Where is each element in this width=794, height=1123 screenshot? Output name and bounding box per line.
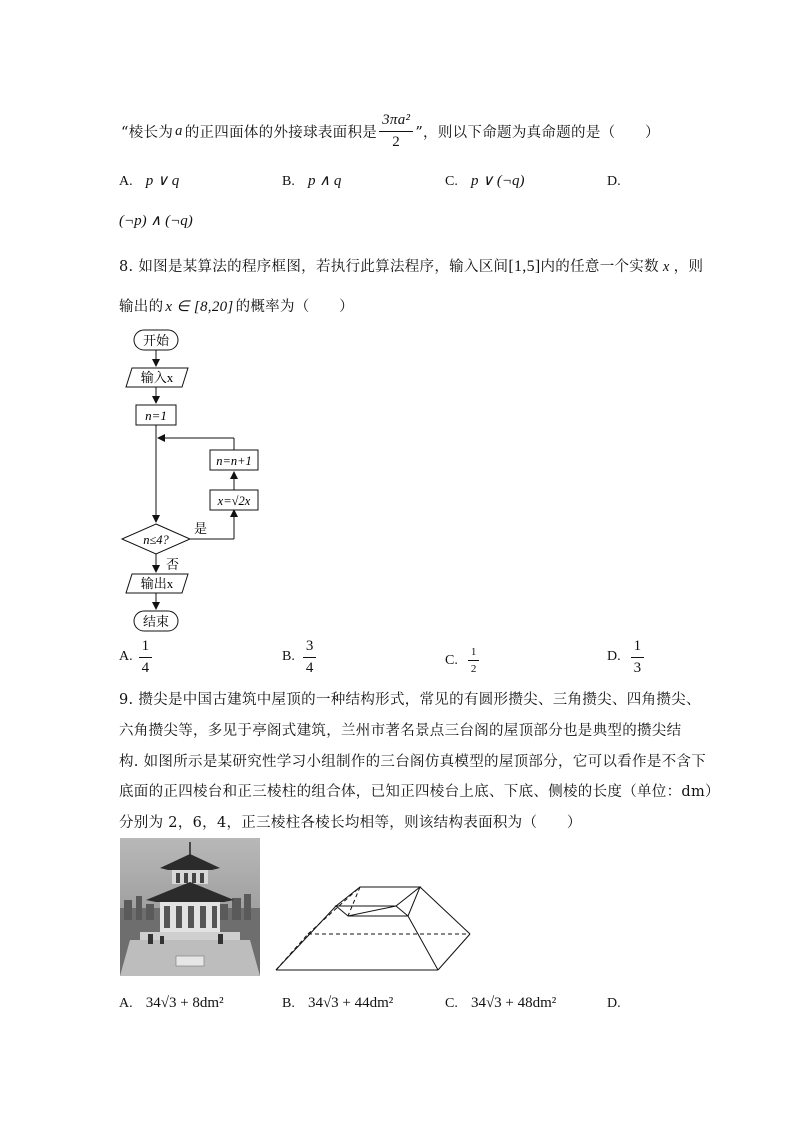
- q7-option-d-text: (¬p) ∧ (¬q): [119, 213, 193, 229]
- q7-stem-post: ”，则以下命题为真命题的是（ ）: [415, 124, 660, 141]
- q7-stem-pre: “棱长为: [121, 124, 174, 141]
- flow-output-label: 输出x: [140, 576, 174, 591]
- q7-frac-den: 2: [392, 133, 401, 150]
- flow-cond-label: n≤4?: [143, 533, 169, 547]
- q8-option-a[interactable]: A. $\frac{1}{4}$: [119, 638, 154, 676]
- q7-option-b[interactable]: B. p ∧ q: [282, 173, 342, 189]
- flow-assign-label: x=√2x: [217, 494, 251, 508]
- flow-input-label: 输入x: [140, 370, 174, 385]
- q9-option-a[interactable]: A. 34√3 + 8dm²: [119, 995, 224, 1011]
- q8-option-c[interactable]: C. $\frac{1}{2}$: [445, 646, 481, 675]
- q7-stem-mid: 的正四面体的外接球表面积是: [184, 124, 378, 141]
- q9-line-2: 六角攒尖等，多见于亭阁式建筑，兰州市著名景点三台阁的屋顶部分也是典型的攒尖结: [119, 723, 682, 739]
- q8-stem-line2: 输出的 x ∈ [8,20] 的概率为（ ）: [119, 299, 354, 315]
- roof-geometry-figure: [270, 882, 480, 974]
- q9-line-1: 9. 攒尖是中国古建筑中屋顶的一种结构形式，常见的有圆形攒尖、三角攒尖、四角攒尖、: [119, 692, 701, 708]
- flow-init-label: n=1: [145, 408, 167, 423]
- flow-yes-label: 是: [194, 521, 208, 536]
- flow-update-label: n=n+1: [216, 454, 252, 468]
- q8-option-d[interactable]: D. $\frac{1}{3}$: [607, 638, 646, 676]
- q9-option-c[interactable]: C. 34√3 + 48dm²: [445, 995, 557, 1011]
- flow-start-label: 开始: [142, 333, 170, 348]
- q7-stem: [121, 112, 660, 150]
- q7-fraction: [379, 112, 413, 150]
- flow-end-label: 结束: [142, 614, 170, 629]
- q7-frac-num: 3πa²: [379, 112, 413, 132]
- q7-stem-var: a: [175, 122, 183, 139]
- flow-no-label: 否: [166, 557, 180, 572]
- q8-option-b[interactable]: B. $\frac{3}{4}$: [282, 638, 318, 676]
- q8-stem-line1: 8. 如图是某算法的程序框图，若执行此算法程序，输入区间[1,5]内的任意一个实数 x ，则: [119, 258, 704, 275]
- pavilion-photo: [120, 838, 260, 976]
- q7-option-a[interactable]: A. p ∨ q: [119, 173, 180, 189]
- q7-option-d[interactable]: D.: [607, 174, 621, 189]
- q9-option-d[interactable]: D.: [607, 996, 621, 1011]
- q9-line-3: 构. 如图所示是某研究性学习小组制作的三台阁仿真模型的屋顶部分，它可以看作是不含下: [119, 754, 707, 770]
- q9-option-b[interactable]: B. 34√3 + 44dm²: [282, 995, 394, 1011]
- q9-line-5: 分别为 2，6，4，正三棱柱各棱长均相等，则该结构表面积为（ ）: [119, 815, 582, 831]
- q7-option-c[interactable]: C. p ∨ (¬q): [445, 173, 525, 189]
- q9-line-4: 底面的正四棱台和正三棱柱的组合体，已知正四棱台上底、下底、侧棱的长度（单位：dm）: [119, 784, 720, 800]
- q8-flowchart: [110, 326, 310, 636]
